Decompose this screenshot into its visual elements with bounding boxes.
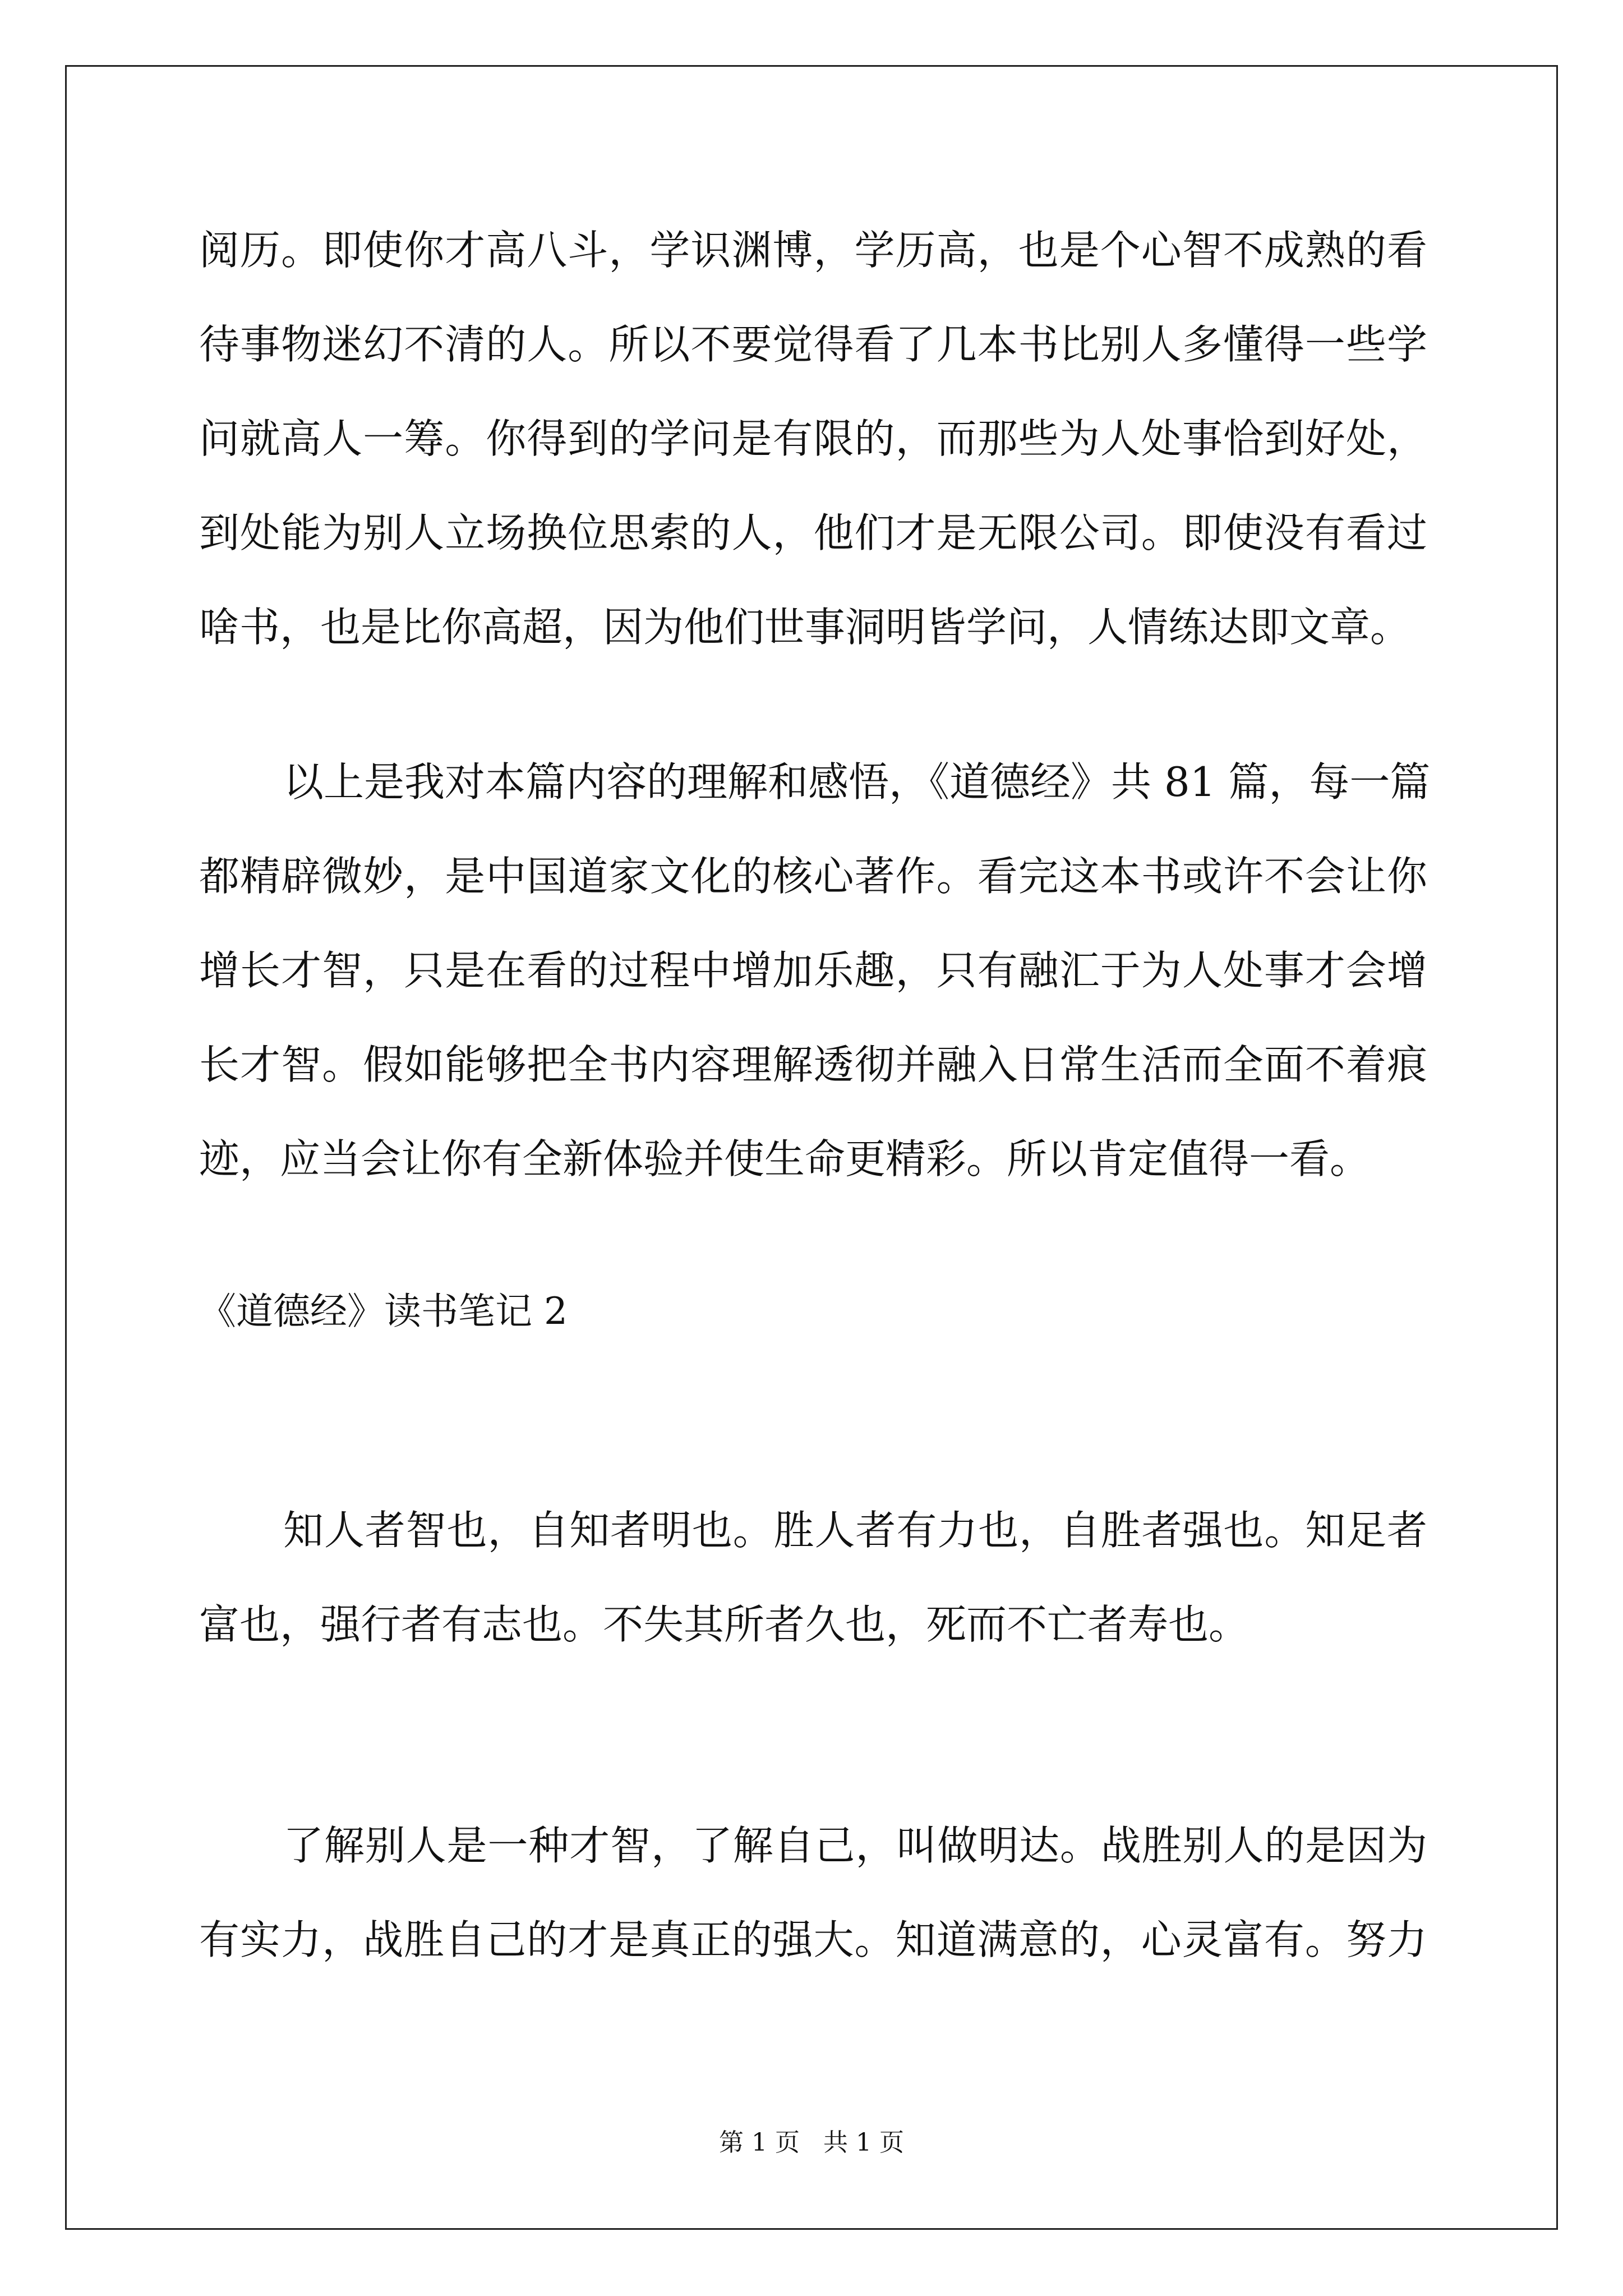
page-footer (0, 2126, 1623, 2160)
paragraph-line: 知人者智也，自知者明也。胜人者有力也，自胜者强也。知足者 (283, 1507, 1427, 1554)
paragraph-line: 有实力，战胜自己的才是真正的强大。知道满意的，心灵富有。努力 (199, 1916, 1427, 1963)
section-heading: 《道德经》读书笔记 2 (199, 1290, 568, 1333)
paragraph-line: 长才智。假如能够把全书内容理解透彻并融入日常生活而全面不着痕 (199, 1041, 1427, 1088)
paragraph-line: 增长才智，只是在看的过程中增加乐趣，只有融汇于为人处事才会增 (199, 947, 1427, 994)
paragraph-line: 问就高人一筹。你得到的学问是有限的，而那些为人处事恰到好处， (199, 415, 1427, 462)
page-number-current: 第 1 页 (719, 2128, 800, 2157)
paragraph-line: 阅历。即使你才高八斗，学识渊博，学历高，也是个心智不成熟的看 (199, 227, 1427, 274)
paragraph-line: 到处能为别人立场换位思索的人，他们才是无限公司。即使没有看过 (199, 509, 1427, 556)
paragraph-line: 以上是我对本篇内容的理解和感悟，《道德经》共 81 篇，每一篇 (283, 758, 1431, 806)
paragraph-line: 富也，强行者有志也。不失其所者久也，死而不亡者寿也。 (199, 1601, 1249, 1648)
paragraph-line: 待事物迷幻不清的人。所以不要觉得看了几本书比别人多懂得一些学 (199, 321, 1427, 368)
paragraph-line: 迹，应当会让你有全新体验并使生命更精彩。所以肯定值得一看。 (199, 1135, 1371, 1182)
paragraph-line: 了解别人是一种才智，了解自己，叫做明达。战胜别人的是因为 (283, 1822, 1427, 1869)
page-number-total: 共 1 页 (823, 2128, 904, 2157)
paragraph-line: 啥书，也是比你高超，因为他们世事洞明皆学问，人情练达即文章。 (199, 604, 1411, 651)
paragraph-line: 都精辟微妙，是中国道家文化的核心著作。看完这本书或许不会让你 (199, 853, 1427, 900)
